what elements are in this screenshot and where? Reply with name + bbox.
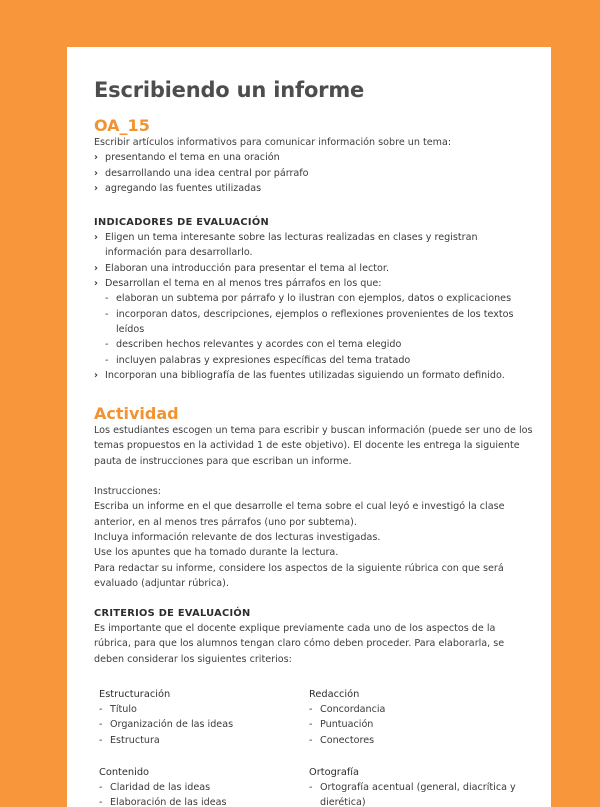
list-item: - Concordancia bbox=[309, 702, 519, 717]
list-item: › Elaboran una introducción para presentar el tema al lector. bbox=[94, 261, 534, 276]
criterio-list bbox=[99, 702, 309, 748]
criterio-list bbox=[99, 780, 309, 807]
dash-icon: - bbox=[99, 719, 103, 731]
oa-intro: Escribir artículos informativos para comunicar información sobre un tema: bbox=[94, 137, 452, 148]
list-item: - Puntuación bbox=[309, 717, 519, 732]
oa-list bbox=[94, 150, 534, 196]
dash-icon: - bbox=[105, 293, 109, 305]
indicadores-heading: INDICADORES DE EVALUACIÓN bbox=[94, 217, 269, 229]
dash-icon: - bbox=[309, 734, 313, 746]
dash-icon: - bbox=[105, 308, 109, 320]
list-item: - Claridad de las ideas bbox=[99, 780, 309, 795]
criterio-list bbox=[309, 702, 519, 748]
list-item: › Desarrollan el tema en al menos tres párrafos en los que: - elaboran un subtema por párrafo y lo ilustran con ejemplos, datos o explicaciones - incorporan datos, descripciones, ejemplos o reflexiones provenientes de los textos leídos - describen hechos relevantes y acordes con el tema elegido - incluyen palabras y expresiones específicas del tema tratado bbox=[94, 276, 534, 368]
chevron-right-icon: › bbox=[94, 262, 98, 274]
criterio-group bbox=[99, 687, 309, 748]
list-item: - Ortografía acentual (general, diacrítica y dierética) bbox=[309, 781, 516, 807]
list-item: › Eligen un tema interesante sobre las lecturas realizadas en clases y registran información para desarrollarlo. bbox=[94, 232, 478, 259]
instrucciones-label: Instrucciones: bbox=[94, 486, 161, 498]
list-item: - Organización de las ideas bbox=[99, 717, 309, 732]
list-item: - Conectores bbox=[309, 733, 519, 748]
list-item: - Título bbox=[99, 702, 309, 717]
indicadores-list bbox=[94, 230, 534, 383]
dash-icon: - bbox=[99, 797, 103, 807]
chevron-right-icon: › bbox=[94, 182, 98, 194]
sublist-item: - incluyen palabras y expresiones específicas del tema tratado bbox=[105, 353, 534, 368]
list-item: › desarrollando una idea central por párrafo bbox=[94, 166, 534, 181]
dash-icon: - bbox=[309, 704, 313, 716]
dash-icon: - bbox=[309, 781, 313, 793]
dash-icon: - bbox=[99, 781, 103, 793]
actividad-paragraph: Los estudiantes escogen un tema para escribir y buscan información (puede ser uno de los temas propuestos en la actividad 1 de este objetivo). El docente les entrega la siguiente pauta de instrucciones para que escriban un informe. bbox=[94, 425, 533, 467]
criterios-heading: CRITERIOS DE EVALUACIÓN bbox=[94, 608, 251, 620]
criterio-title: Estructuración bbox=[99, 689, 171, 701]
dash-icon: - bbox=[99, 734, 103, 746]
oa-code: OA_15 bbox=[94, 116, 150, 135]
criterio-list bbox=[309, 780, 519, 807]
instruccion-line: Para redactar su informe, considere los aspectos de la siguiente rúbrica con que será evaluado (adjuntar rúbrica). bbox=[94, 562, 504, 589]
list-item: - Elaboración de las ideas bbox=[99, 795, 309, 807]
sublist-item: - elaboran un subtema por párrafo y lo ilustran con ejemplos, datos o explicaciones bbox=[105, 291, 534, 306]
list-item: › presentando el tema en una oración bbox=[94, 150, 534, 165]
list-item: › agregando las fuentes utilizadas bbox=[94, 181, 534, 196]
criterio-title: Contenido bbox=[99, 766, 150, 778]
criterio-group bbox=[99, 765, 309, 807]
chevron-right-icon: › bbox=[94, 278, 98, 290]
list-item: › Incorporan una bibliografía de las fuentes utilizadas siguiendo un formato definido. bbox=[94, 368, 534, 383]
dash-icon: - bbox=[105, 354, 109, 366]
chevron-right-icon: › bbox=[94, 232, 98, 244]
chevron-right-icon: › bbox=[94, 369, 98, 381]
criterios-paragraph: Es importante que el docente explique previamente cada uno de los aspectos de la rúbrica, para que los alumnos tengan claro cómo deben proceder. Para elaborarla, se deben considerar los siguientes criterios: bbox=[94, 623, 505, 665]
criterios-grid bbox=[94, 687, 534, 807]
criterio-title: Ortografía bbox=[309, 766, 359, 778]
criterio-group bbox=[309, 765, 519, 807]
dash-icon: - bbox=[99, 704, 103, 716]
criterio-group bbox=[309, 687, 519, 748]
list-item: - Estructura bbox=[99, 733, 309, 748]
sublist-item: - describen hechos relevantes y acordes con el tema elegido bbox=[105, 337, 534, 352]
dash-icon: - bbox=[309, 719, 313, 731]
dash-icon: - bbox=[105, 339, 109, 351]
criterio-title: Redacción bbox=[309, 689, 360, 701]
instruccion-line: Escriba un informe en el que desarrolle el tema sobre el cual leyó e investigó la clase anterior, en al menos tres párrafos (uno por subtema). bbox=[94, 501, 505, 528]
sublist-item: - incorporan datos, descripciones, ejemplos o reflexiones provenientes de los textos leídos bbox=[105, 308, 514, 335]
actividad-heading: Actividad bbox=[94, 404, 179, 424]
chevron-right-icon: › bbox=[94, 152, 98, 164]
instruccion-line: Use los apuntes que ha tomado durante la lectura. bbox=[94, 547, 339, 559]
indicadores-sublist bbox=[105, 291, 534, 367]
document-page bbox=[67, 47, 551, 807]
chevron-right-icon: › bbox=[94, 167, 98, 179]
instruccion-line: Incluya información relevante de dos lecturas investigadas. bbox=[94, 531, 381, 543]
page-title: Escribiendo un informe bbox=[94, 78, 365, 102]
